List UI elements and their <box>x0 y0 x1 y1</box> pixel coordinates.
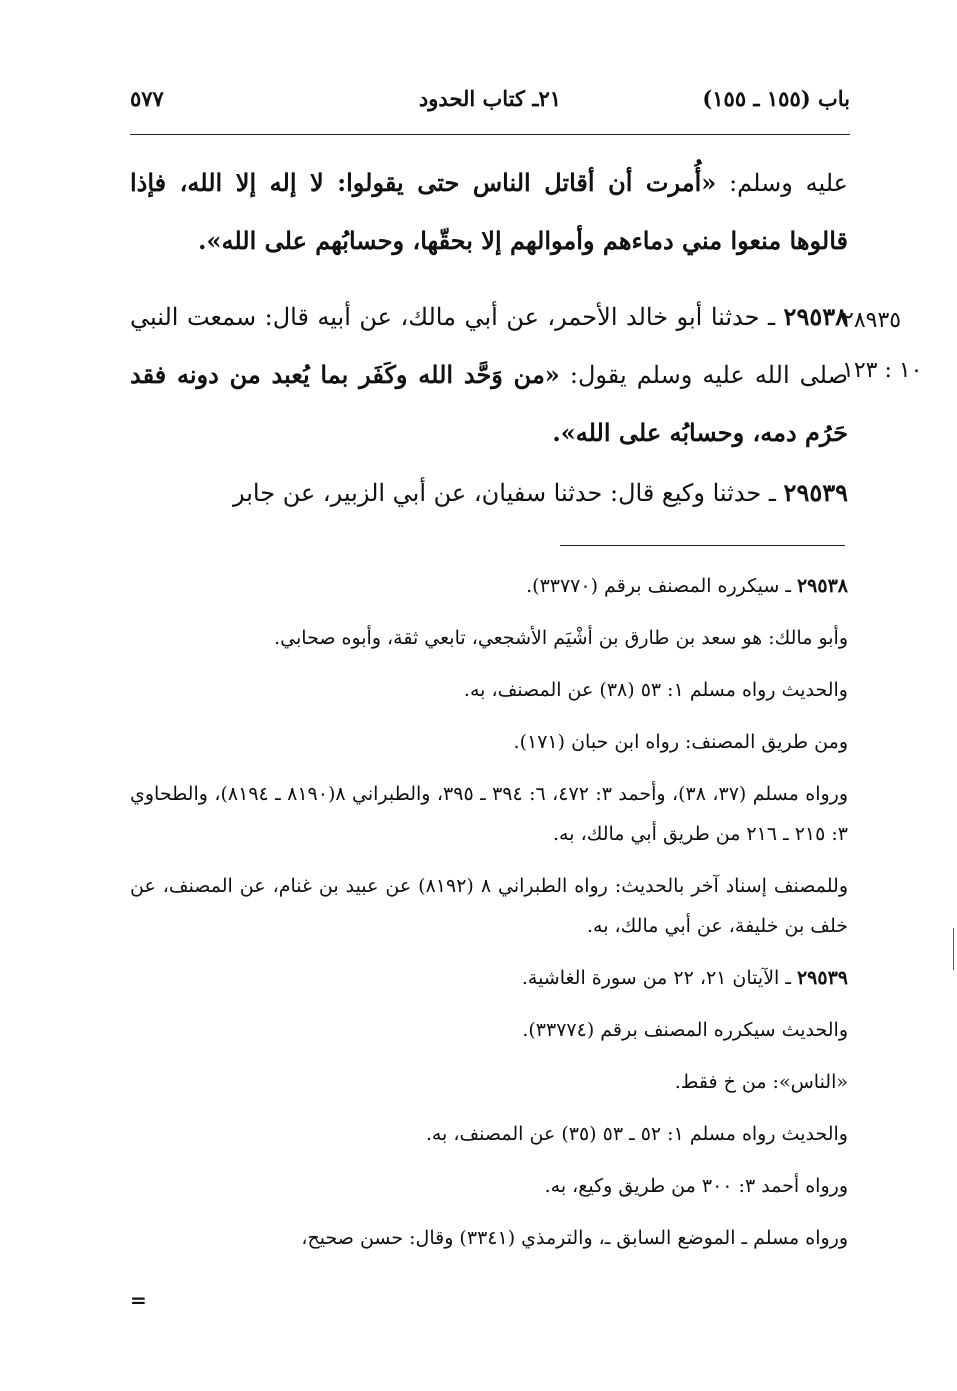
margin-reference-number: ٢٨٩٣٥ <box>842 308 902 333</box>
footnote-line: ورواه مسلم (٣٧، ٣٨)، وأحمد ٣: ٤٧٢، ٦: ٣٩٤ ـ ٣٩٥، والطبراني ٨(٨١٩٠ ـ ٨١٩٤)، والطحاوي ٣: ٢١٥ ـ ٢١٦ من طريق أبي مالك، به. <box>130 783 848 845</box>
header-divider <box>130 134 850 135</box>
footnote-number: ٢٩٥٣٩ <box>796 967 848 989</box>
hadith-quote: «من وَحَّد الله وكَفَر بما يُعبد من دونه فقد حَرُم دمه، وحسابُه على الله». <box>130 360 848 447</box>
footnote-divider <box>560 545 845 546</box>
margin-bar <box>953 928 954 970</box>
hadith-number: ٢٩٥٣٩ <box>783 478 848 507</box>
page-number: ٥٧٧ <box>130 86 164 111</box>
hadith-text-continued <box>130 154 848 270</box>
footnote-line: ٢٩٥٣٩ ـ الآيتان ٢١، ٢٢ من سورة الغاشية. <box>521 967 848 989</box>
margin-reference-volume: ١٠ : ١٢٣ <box>842 358 923 383</box>
footnote-line: ورواه مسلم ـ الموضع السابق ـ، والترمذي (٣٣٤١) وقال: حسن صحيح، <box>301 1227 848 1249</box>
footnote-line: وأبو مالك: هو سعد بن طارق بن أشْيَم الأشجعي، تابعي ثقة، وأبوه صحابي. <box>274 627 848 649</box>
hadith-29539 <box>130 464 848 522</box>
continuation-mark: = <box>130 1288 147 1312</box>
footnote-line: ورواه أحمد ٣: ٣٠٠ من طريق وكيع، به. <box>544 1175 848 1197</box>
running-header <box>130 86 850 126</box>
footnote-line: والحديث رواه مسلم ١: ٥٢ ـ ٥٣ (٣٥) عن المصنف، به. <box>425 1123 848 1145</box>
footnote-number: ٢٩٥٣٨ <box>796 575 848 597</box>
book-title: ٢١ـ كتاب الحدود <box>418 86 562 111</box>
isnad-chain: ـ حدثنا وكيع قال: حدثنا سفيان، عن أبي الزبير، عن جابر <box>233 479 784 507</box>
footnote-line: ٢٩٥٣٨ ـ سيكرره المصنف برقم (٣٣٧٧٠). <box>526 575 848 597</box>
footnote-line: والحديث سيكرره المصنف برقم (٣٣٧٧٤). <box>522 1019 848 1041</box>
footnote-line: «الناس»: من خ فقط. <box>674 1071 848 1093</box>
isnad-chain: ـ حدثنا أبو خالد الأحمر، عن أبي مالك، عن أبيه قال: سمعت النبي صلى الله عليه وسلم يقول: <box>130 303 848 389</box>
footnote-line: ومن طريق المصنف: رواه ابن حبان (١٧١). <box>513 731 848 753</box>
hadith-quote: «أُمرت أن أقاتل الناس حتى يقولوا: لا إله إلا الله، فإذا قالوها منعوا مني دماءهم وأموالهم إلا بحقّها، وحسابُهم على الله». <box>130 168 848 255</box>
hadith-29538 <box>130 288 848 462</box>
footnote-line: والحديث رواه مسلم ١: ٥٣ (٣٨) عن المصنف، به. <box>463 679 848 701</box>
footnotes <box>130 560 848 1264</box>
text-lead: عليه وسلم: <box>716 169 848 197</box>
hadith-number: ٢٩٥٣٨ <box>783 302 848 331</box>
chapter-range: باب (١٥٥ ـ ١٥٥) <box>702 86 850 111</box>
footnote-line: وللمصنف إسناد آخر بالحديث: رواه الطبراني ٨ (٨١٩٢) عن عبيد بن غنام، عن المصنف، عن خلف بن خليفة، عن أبي مالك، به. <box>130 875 848 937</box>
